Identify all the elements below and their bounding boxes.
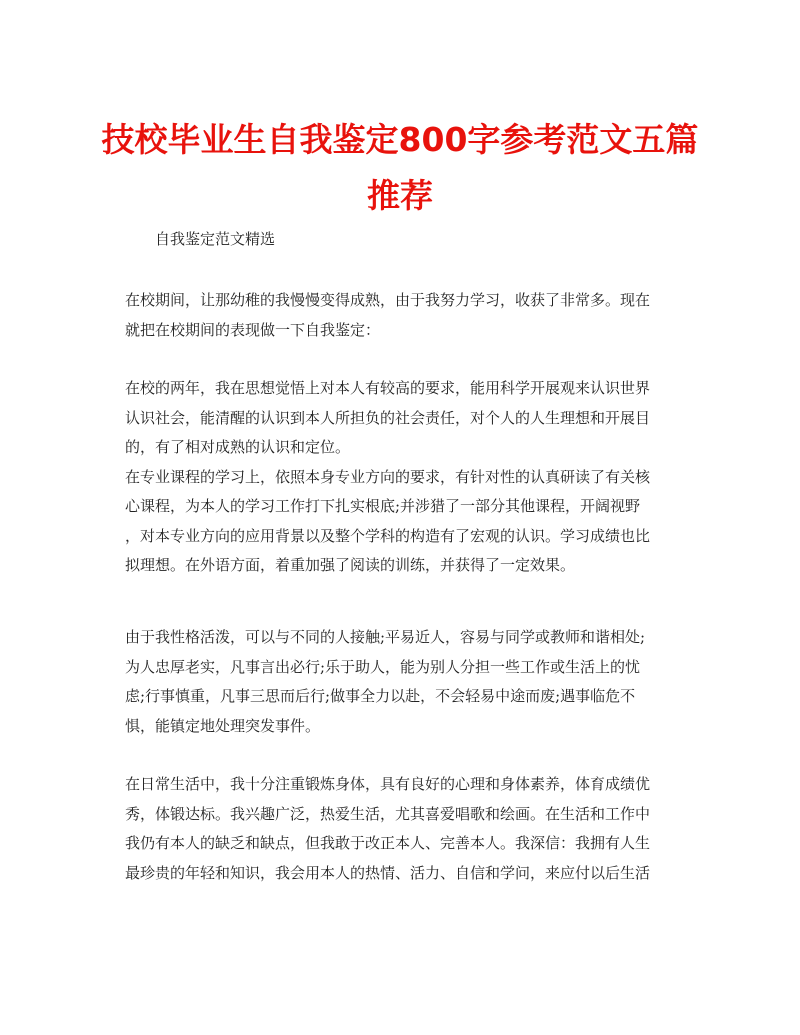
paragraph-line: 为人忠厚老实，凡事言出必行;乐于助人，能为别人分担一些工作或生活上的忧 xyxy=(125,657,641,676)
document-title xyxy=(100,112,700,224)
paragraph-line: 在日常生活中，我十分注重锻炼身体，具有良好的心理和身体素养，体育成绩优 xyxy=(125,775,651,793)
paragraph-4 xyxy=(125,770,680,888)
paragraph-line: 最珍贵的年轻和知识，我会用本人的热情、活力、自信和学问，来应付以后生活 xyxy=(125,863,651,882)
paragraph-line: 秀，体锻达标。我兴趣广泛，热爱生活，尤其喜爱唱歌和绘画。在生活和工作中 xyxy=(125,804,651,823)
paragraph-line: ，对本专业方向的应用背景以及整个学科的构造有了宏观的认识。学习成绩也比 xyxy=(125,526,651,545)
document-subtitle: 自我鉴定范文精选 xyxy=(155,230,276,248)
paragraph-line: 虑;行事慎重，凡事三思而后行;做事全力以赴，不会轻易中途而废;遇事临危不 xyxy=(125,687,636,705)
paragraph-line: 惧，能镇定地处理突发事件。 xyxy=(125,716,321,735)
paragraph-1 xyxy=(125,286,680,345)
title-line-2: 推荐 xyxy=(367,176,433,215)
paragraph-line: 心课程，为本人的学习工作打下扎实根底;并涉猎了一部分其他课程，开阔视野 xyxy=(125,497,641,515)
paragraph-2 xyxy=(125,374,680,581)
paragraph-line: 在校期间，让那幼稚的我慢慢变得成熟，由于我努力学习，收获了非常多。现在 xyxy=(125,291,651,309)
paragraph-line: 拟理想。在外语方面，着重加强了阅读的训练，并获得了一定效果。 xyxy=(125,556,576,574)
paragraph-line: 就把在校期间的表现做一下自我鉴定： xyxy=(125,320,381,339)
paragraph-line: 的，有了相对成熟的认识和定位。 xyxy=(125,438,351,456)
paragraph-line: 由于我性格活泼，可以与不同的人接触;平易近人，容易与同学或教师和谐相处; xyxy=(125,628,646,646)
paragraph-line: 认识社会，能清醒的认识到本人所担负的社会责任，对个人的人生理想和开展目 xyxy=(125,408,651,427)
paragraph-line: 在校的两年，我在思想觉悟上对本人有较高的要求，能用科学开展观来认识世界 xyxy=(125,379,651,397)
paragraph-3 xyxy=(125,623,680,741)
paragraph-line: 我仍有本人的缺乏和缺点，但我敢于改正本人、完善本人。我深信：我拥有人生 xyxy=(125,834,651,852)
paragraph-line: 在专业课程的学习上，依照本身专业方向的要求，有针对性的认真研读了有关核 xyxy=(125,467,651,486)
title-line-1: 技校毕业生自我鉴定800字参考范文五篇 xyxy=(101,120,699,159)
